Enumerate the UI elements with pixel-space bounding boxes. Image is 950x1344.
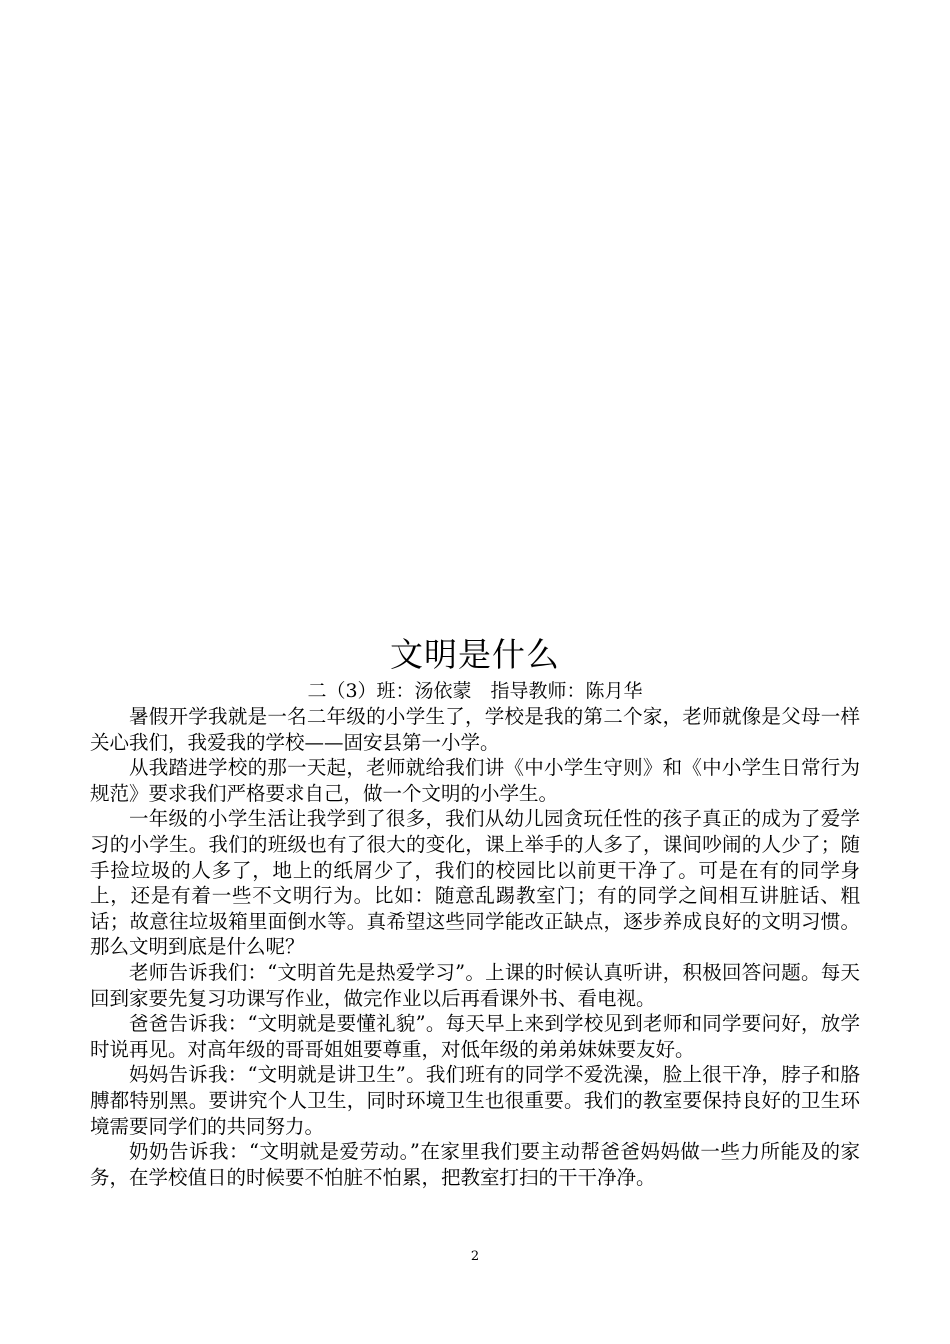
paragraph: 奶奶告诉我：“文明就是爱劳动。”在家里我们要主动帮爸爸妈妈做一些力所能及的家务，在学校值日的时候要不怕脏不怕累，把教室打扫的干干净净。: [90, 1140, 860, 1189]
document-title: 文明是什么: [390, 635, 560, 674]
paragraph: 暑假开学我就是一名二年级的小学生了，学校是我的第二个家，老师就像是父母一样关心我们，我爱我的学校——固安县第一小学。: [90, 705, 860, 754]
author-byline: 二（3）班：汤依蒙 指导教师：陈月华: [307, 680, 643, 702]
essay-body: [90, 704, 860, 1190]
page-number: 2: [470, 1249, 480, 1264]
paragraph: 一年级的小学生活让我学到了很多，我们从幼儿园贪玩任性的孩子真正的成为了爱学习的小学生。我们的班级也有了很大的变化，课上举手的人多了，课间吵闹的人少了；随手捡垃圾的人多了，地上的纸屑少了，我们的校园比以前更干净了。可是在有的同学身上，还是有着一些不文明行为。比如：随意乱踢教室门；有的同学之间相互讲脏话、粗话；故意往垃圾箱里面倒水等。真希望这些同学能改正缺点，逐步养成良好的文明习惯。那么文明到底是什么呢？: [90, 807, 860, 959]
paragraph: 爸爸告诉我：“文明就是要懂礼貌”。每天早上来到学校见到老师和同学要问好，放学时说再见。对高年级的哥哥姐姐要尊重，对低年级的弟弟妹妹要友好。: [90, 1012, 860, 1061]
paragraph: 妈妈告诉我：“文明就是讲卫生”。我们班有的同学不爱洗澡，脸上很干净，脖子和胳膊都特别黑。要讲究个人卫生，同时环境卫生也很重要。我们的教室要保持良好的卫生环境需要同学们的共同努力。: [90, 1063, 860, 1138]
paragraph: 老师告诉我们：“文明首先是热爱学习”。上课的时候认真听讲，积极回答问题。每天回到家要先复习功课写作业，做完作业以后再看课外书、看电视。: [90, 960, 860, 1010]
paragraph: 从我踏进学校的那一天起，老师就给我们讲《中小学生守则》和《中小学生日常行为规范》要求我们严格要求自己，做一个文明的小学生。: [90, 756, 860, 805]
